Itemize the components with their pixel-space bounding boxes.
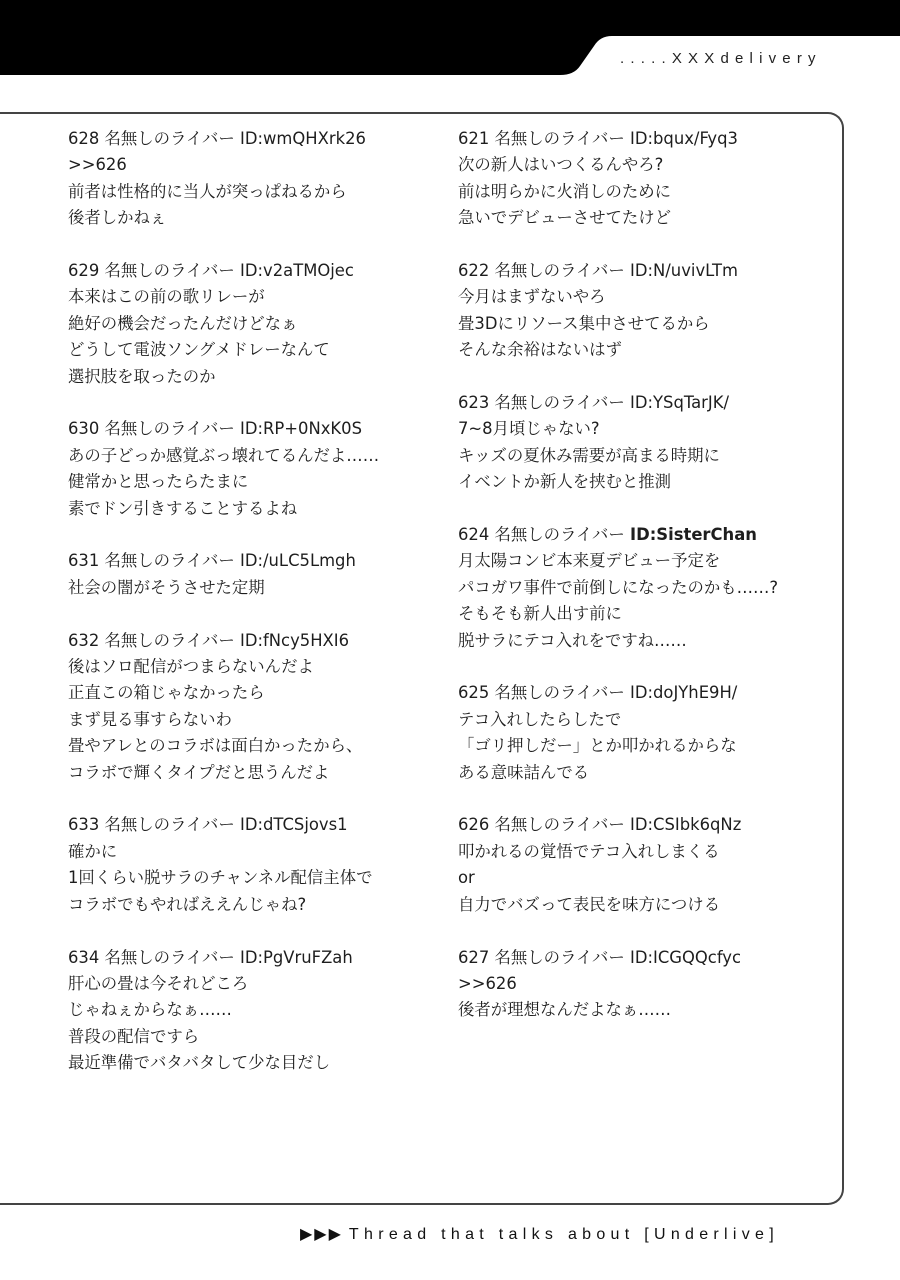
post-header (68, 548, 448, 574)
footer-caption (300, 1224, 779, 1244)
post-number: 630 (68, 419, 100, 439)
poster-name: 名無しのライバー (104, 129, 235, 148)
post-body-line: まず見る事すらないわ (68, 709, 232, 729)
post-body-line: 畳やアレとのコラボは面白かったから、 (68, 736, 363, 756)
triple-play-arrow-icon: ▶▶▶ (300, 1226, 343, 1243)
post-body-line: 7~8月頃じゃない? (458, 419, 600, 439)
post-body-line: or (458, 868, 475, 888)
post-body-line: 確かに (68, 841, 118, 861)
poster-name: 名無しのライバー (494, 525, 625, 545)
post-body-line: 素でドン引きすることするよね (68, 498, 298, 518)
poster-id: ID:N/uvivLTm (630, 261, 739, 281)
poster-id: ID:doJYhE9H/ (630, 683, 738, 703)
post-body-line: 次の新人はいつくるんやろ? (458, 155, 664, 175)
poster-id: ID:PgVruFZah (240, 947, 353, 967)
post-body-line: 社会の闇がそうさせた定期 (68, 577, 265, 597)
post-header (68, 945, 448, 971)
post-number: 629 (68, 261, 100, 281)
post-number: 634 (68, 947, 100, 967)
poster-name: 名無しのライバー (104, 947, 235, 967)
post-body-line: 月太陽コンビ本来夏デビュー予定を (458, 551, 721, 571)
post-body-line: 前は明らかに火消しのために (458, 181, 672, 201)
post-number: 623 (458, 393, 490, 413)
poster-name: 名無しのライバー (494, 815, 625, 835)
post-body-line: 後者が理想なんだよなぁ…… (458, 1000, 672, 1020)
poster-name: 名無しのライバー (104, 815, 235, 835)
post-header (68, 812, 448, 838)
post-header (68, 126, 448, 152)
post-body-line: 脱サラにテコ入れをですね…… (458, 630, 687, 650)
post-header (458, 390, 838, 416)
post-body-line: キッズの夏休み需要が高まる時期に (458, 445, 720, 465)
poster-id: ID:SisterChan (630, 525, 757, 545)
post-body-line: ある意味詰んでる (458, 762, 590, 782)
poster-id: ID:RP+0NxK0S (240, 419, 363, 439)
post-number: 624 (458, 525, 490, 545)
post-number: 628 (68, 129, 100, 148)
thread-post (68, 416, 448, 522)
thread-post (68, 628, 448, 786)
post-body-line: 選択肢を取ったのか (68, 366, 216, 386)
post-body-line: 後者しかねぇ (68, 208, 167, 228)
post-header (68, 258, 448, 284)
header-tagline: .....XXXdelivery (620, 50, 822, 67)
poster-name: 名無しのライバー (494, 683, 625, 703)
post-body-line: イベントか新人を挟むと推測 (458, 472, 672, 492)
poster-name: 名無しのライバー (104, 261, 235, 281)
thread-post (458, 680, 838, 786)
post-body-line: 最近準備でバタバタして少な目だし (68, 1053, 331, 1073)
post-number: 621 (458, 129, 490, 148)
post-body-line: 正直この箱じゃなかったら (68, 683, 265, 703)
poster-name: 名無しのライバー (494, 129, 625, 148)
thread-post (68, 126, 448, 232)
poster-id: ID:dTCSjovs1 (240, 815, 348, 835)
right-column (458, 126, 838, 1050)
post-body-line: 健常かと思ったらたまに (68, 472, 249, 492)
post-body-line: 本来はこの前の歌リレーが (68, 287, 265, 307)
poster-id: ID:fNcy5HXI6 (240, 630, 350, 650)
post-number: 627 (458, 947, 490, 967)
post-body-line: あの子どっか感覚ぶっ壊れてるんだよ…… (68, 445, 380, 465)
post-header (68, 628, 448, 654)
post-body-line: 普段の配信ですら (68, 1026, 200, 1046)
poster-name: 名無しのライバー (494, 393, 625, 413)
thread-post (458, 945, 838, 1024)
post-header (458, 680, 838, 706)
thread-post (68, 548, 448, 601)
post-header (458, 945, 838, 971)
poster-id: ID:ICGQQcfyc (630, 947, 742, 967)
post-header (458, 258, 838, 284)
post-body-line: 畳3Dにリソース集中させてるから (458, 313, 710, 333)
post-body-line: 自力でバズって表民を味方につける (458, 894, 721, 914)
post-number: 633 (68, 815, 100, 835)
post-body-line: どうして電波ソングメドレーなんて (68, 340, 330, 360)
post-body-line: 1回くらい脱サラのチャンネル配信主体で (68, 868, 373, 888)
post-body-line: 今月はまずないやろ (458, 287, 606, 307)
header-banner (0, 0, 900, 80)
thread-post (68, 812, 448, 918)
poster-id: ID:CSIbk6qNz (630, 815, 742, 835)
post-number: 625 (458, 683, 490, 703)
post-body-line: そもそも新人出す前に (458, 604, 622, 624)
post-body-line: >>626 (68, 155, 127, 175)
post-body-line: じゃねぇからなぁ…… (68, 1000, 232, 1020)
post-body-line: パコガワ事件で前倒しになったのかも……? (458, 577, 779, 597)
post-body-line: 後はソロ配信がつまらないんだよ (68, 657, 314, 677)
post-header (68, 416, 448, 442)
post-body-line: そんな余裕はないはず (458, 340, 622, 360)
thread-post (458, 126, 838, 232)
post-number: 631 (68, 551, 100, 571)
thread-post (458, 258, 838, 364)
poster-id: ID:wmQHXrk26 (240, 129, 366, 148)
post-body-line: >>626 (458, 973, 517, 993)
post-header (458, 812, 838, 838)
thread-post (68, 945, 448, 1077)
poster-name: 名無しのライバー (104, 551, 235, 571)
post-body-line: 前者は性格的に当人が突っぱねるから (68, 181, 347, 201)
thread-post (68, 258, 448, 390)
thread-post (458, 522, 838, 654)
post-body-line: 絶好の機会だったんだけどなぁ (68, 313, 298, 333)
post-number: 632 (68, 630, 100, 650)
poster-name: 名無しのライバー (494, 947, 625, 967)
left-column (68, 126, 448, 1103)
post-body-line: テコ入れしたらしたで (458, 709, 622, 729)
poster-id: ID:bqux/Fyq3 (630, 129, 738, 148)
poster-name: 名無しのライバー (104, 630, 235, 650)
thread-post (458, 812, 838, 918)
post-body-line: 肝心の畳は今それどころ (68, 973, 249, 993)
post-body-line: 「ゴリ押しだー」とか叩かれるからな (458, 736, 737, 756)
poster-name: 名無しのライバー (494, 261, 625, 281)
post-number: 626 (458, 815, 490, 835)
poster-id: ID:/uLC5Lmgh (240, 551, 356, 571)
post-header (458, 522, 838, 548)
post-body-line: 急いでデビューさせてたけど (458, 208, 672, 228)
post-body-line: 叩かれるの覚悟でテコ入れしまくる (458, 841, 720, 861)
post-body-line: コラボでもやればええんじゃね? (68, 894, 307, 914)
poster-id: ID:v2aTMOjec (240, 261, 354, 281)
post-body-line: コラボで輝くタイプだと思うんだよ (68, 762, 330, 782)
footer-text: Thread that talks about [Underlive] (348, 1226, 779, 1243)
post-number: 622 (458, 261, 490, 281)
poster-name: 名無しのライバー (104, 419, 235, 439)
poster-id: ID:YSqTarJK/ (630, 393, 730, 413)
post-header (458, 126, 838, 152)
thread-post (458, 390, 838, 496)
